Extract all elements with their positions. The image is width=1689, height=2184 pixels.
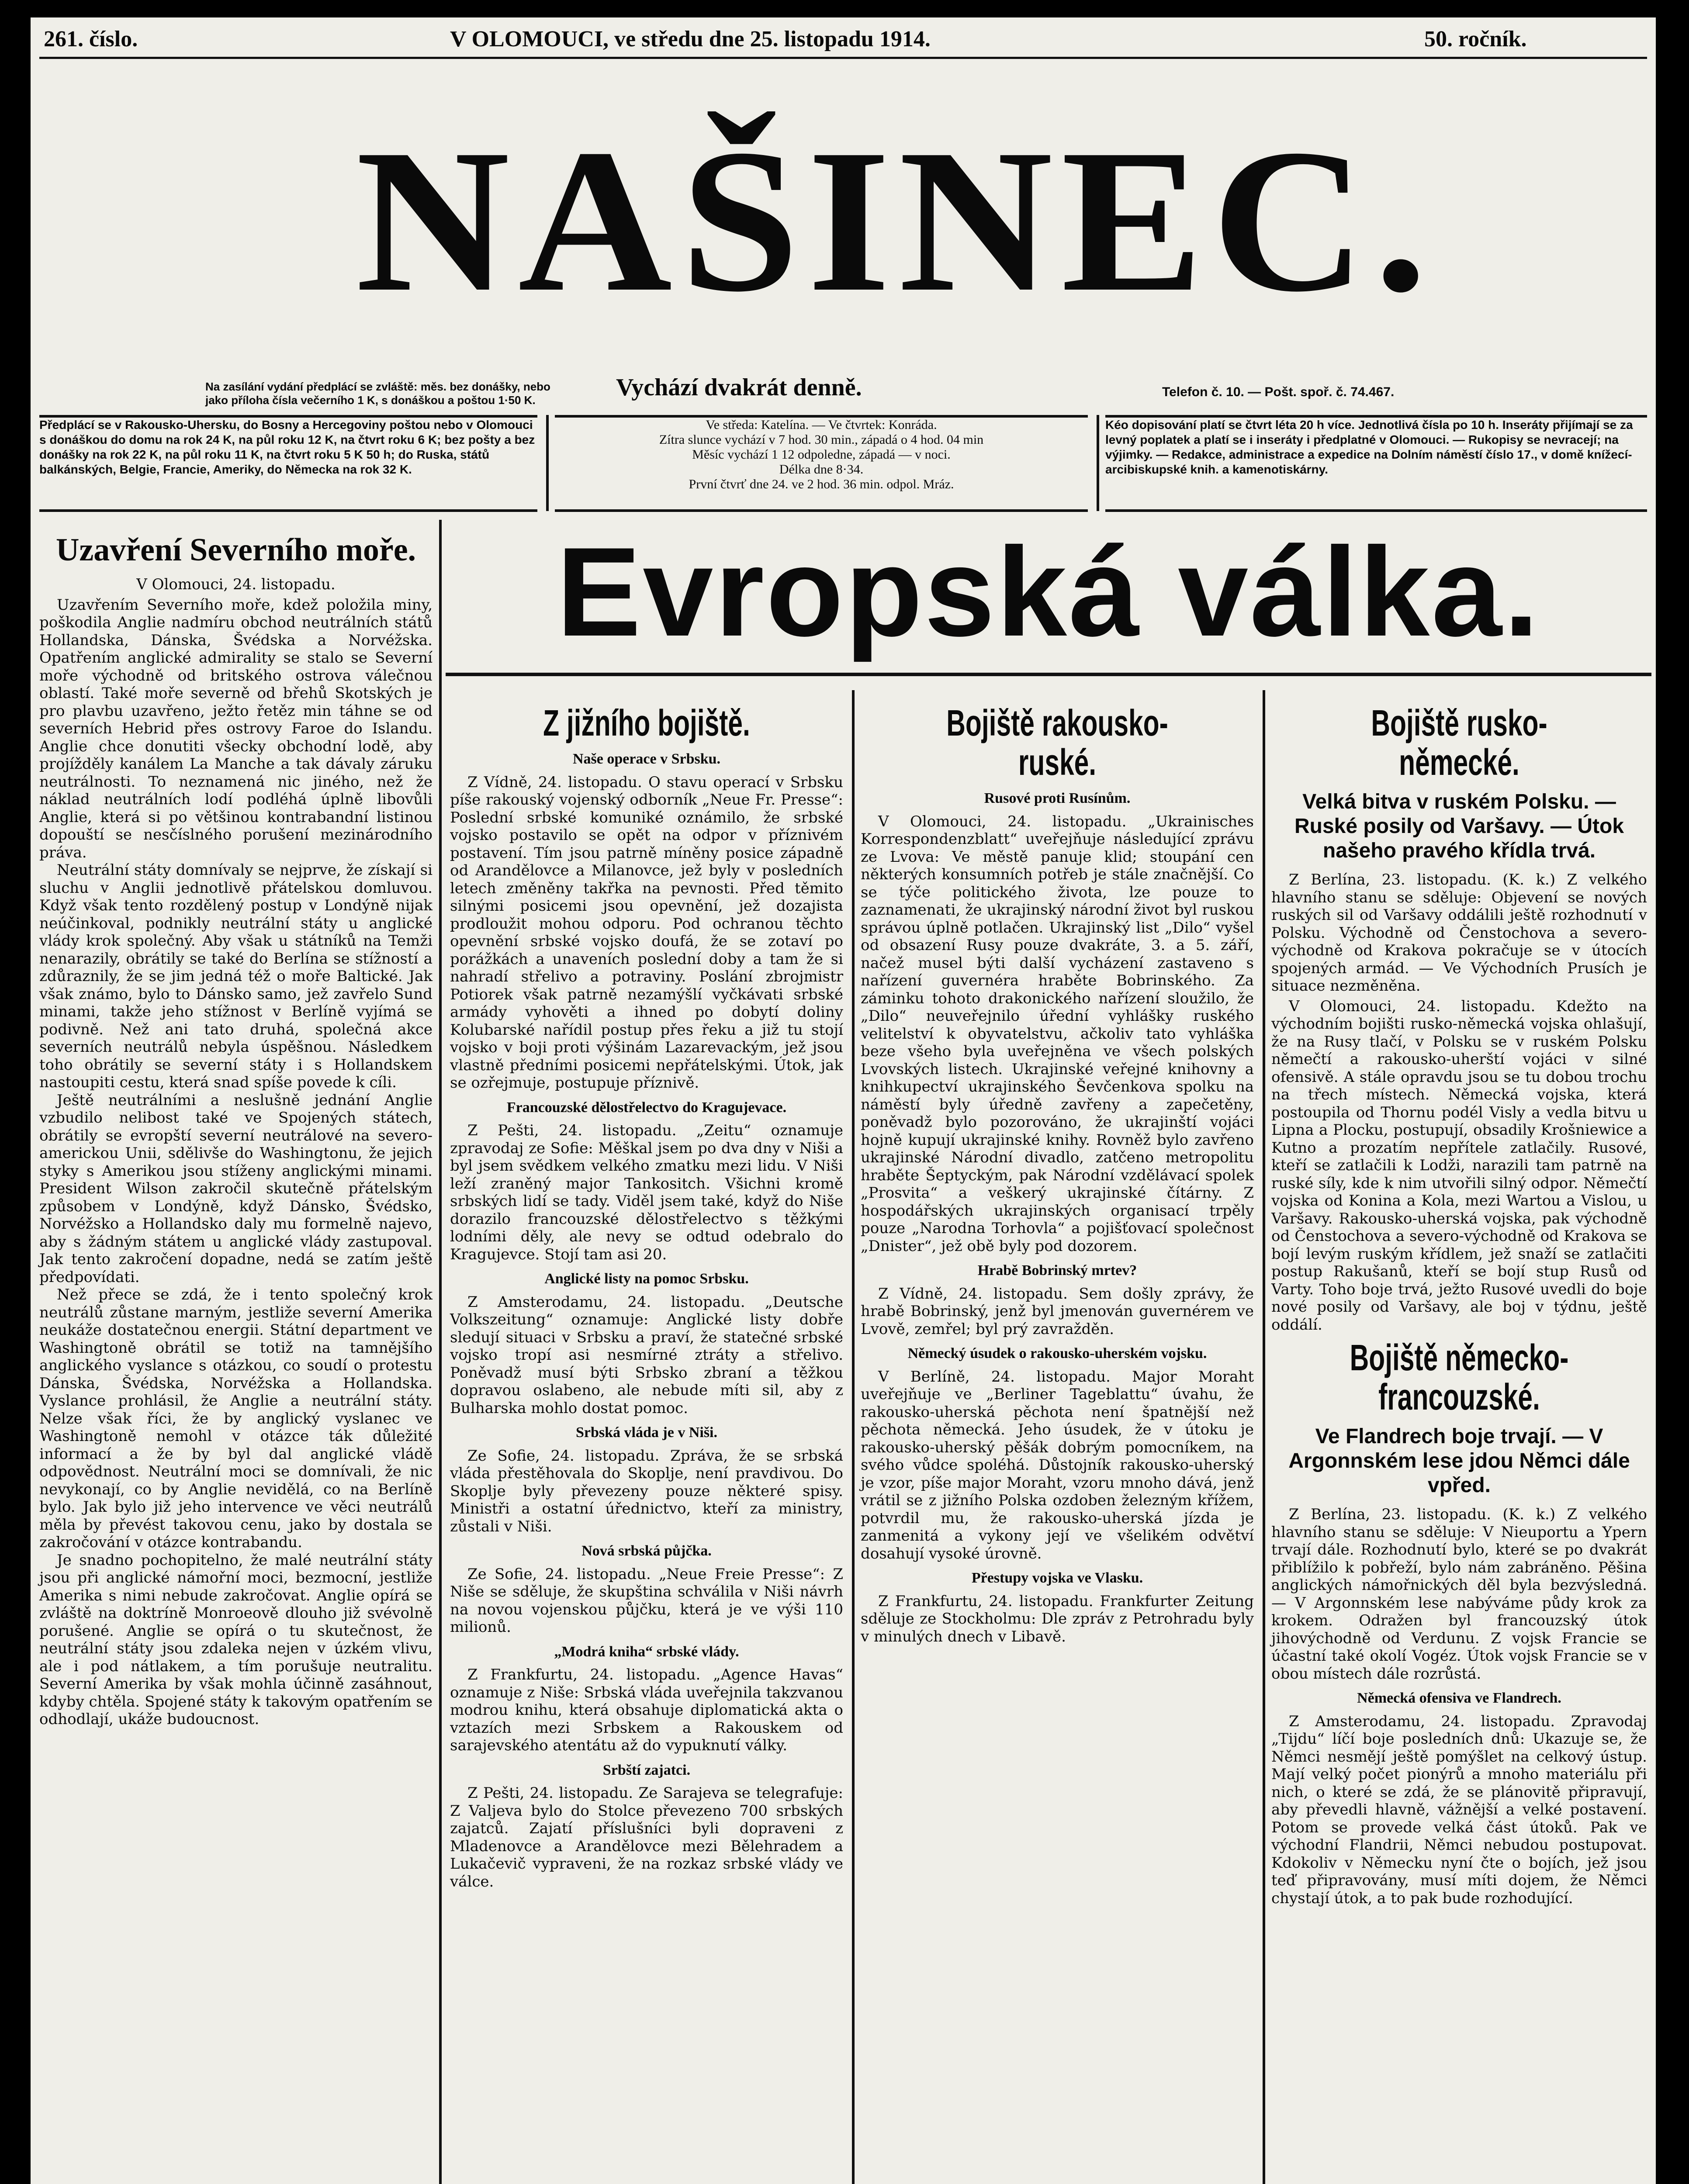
russian-front-column <box>861 699 1254 1648</box>
calendar-line: Měsíc vychází 1 12 odpoledne, západá — v noci. <box>692 447 951 462</box>
column-heading: Z jižního bojiště. <box>543 702 750 743</box>
section-text: V Olomouci, 24. listopadu. „Ukrainisches Korrespondenzblatt“ uveřejňuje následující zprávu ze Lvova: Ve městě panuje klid; stoupání cen některých konsumních potřeb je stále značnější. Co se týče politického života, lze pouze to zaznamenati, že ukrajinský národní život byl ruskou správou úplně potlačen. Ukrajinský list „Dilo“ vyšel od obsazení Rusy pouze dvakráte, 3. a 5. září, načež musel býti další vycházení zastaveno s nařízení guvernéra hraběte Bobrinského. Za záminku tohoto drakonického nařízení sloužilo, že „Dilo“ neuveřejnilo úřední vyhlášky ruského velitelství k obyvatelstvu, ačkoliv tato vyhláška beze všeho byla uveřejněna ve všech polských Lvovských listech. Ukrajinské veřejné knihovny a knihkupectví ukrajinského Ševčenkova spolku na náměstí byly úředně zavřeny a zapečetěny, poněvadž bylo pozorováno, že ukrajinští vojáci hojně kupují ukrajinské knihy. Rovněž bylo zavřeno ukrajinské Národní divadlo, zatčeno metropolitu hraběte Šeptyckým, pak Národní vzdělávací spolek „Prosvita“ a veškerý ukrajinské čítárny. Z hospodářských ukrajinských organisací trpěly pouze „Narodna Torhovla“ a pojišťovací společnost „Dnister“, jež obě byly pod dozorem. <box>861 812 1254 1255</box>
column-heading: Bojiště rusko-německé. <box>1371 702 1547 783</box>
article-paragraph: Neutrální státy domnívaly se nejprve, že získají si sluchu v Anglii jednotlivě přátelskou domluvou. Když však tento rozdělený postup v Londýně nijak neúčinkoval, podnikly neutrální státy u anglické vlády krok společný. Aby však u státníků na Temži nenarazily, obrátily se také do Berlína se stížností a zdůraznily, že se jim jedná též o moře Baltické. Jak však známo, bylo to Dánsko samo, jež zavřelo Sund minami, takže jeho stížnost v Berlíně vyjímá se podivně. Než ani tato druhá, společná akce severních neutrálů nebyla úspěšnou. Následkem toho obrátily se severní státy i s Hollandskem nastoupiti cestu, která snad spíše povede k cíli. <box>39 861 433 1091</box>
calendar-line: Ve středa: Katelína. — Ve čtvrtek: Konráda. <box>706 418 937 432</box>
south-front-column <box>450 699 843 1893</box>
section-subhead: Přestupy vojska ve Vlasku. <box>971 1570 1143 1586</box>
section-subhead: „Modrá kniha“ srbské vlády. <box>554 1643 739 1660</box>
calendar-box <box>555 415 1088 512</box>
section-subhead: Anglické listy na pomoc Srbsku. <box>544 1271 749 1287</box>
war-banner: Evropská válka. <box>556 521 1541 663</box>
left-article <box>39 520 433 1728</box>
section-subhead: Naše operace v Srbsku. <box>572 751 721 767</box>
masthead-left-note: Na zasílání vydání předplácí se zvláště: měs. bez donášky, nebo jako příloha čísla večerního 1 K, s donáškou a poštou 1·50 K. <box>205 380 550 407</box>
masthead-subtitle: Vychází dvakrát denně. <box>616 374 862 401</box>
date-line: V OLOMOUCI, ve středu dne 25. listopadu 1914. <box>450 27 931 52</box>
notice-box <box>1105 415 1647 512</box>
section-text: Z Frankfurtu, 24. listopadu. „Agence Havas“ oznamuje z Niše: Srbská vláda uveřejnila takzvanou modrou knihu, která obsahuje diplomatická akta o vztazích mezi Srbskem a Rakouskem od sarajevského atentátu až do vypuknutí války. <box>450 1666 843 1754</box>
article-paragraph: Ještě neutrálními a neslušně jednání Anglie vzbudilo nelibost také ve Spojených státech, obrátily se evropští severní neutrálové na severo-americkou Unii, sdělivše do Washingtonu, že jejich styky s Amerikou jsou stíženy anglickými minami. President Wilson zakročil skutečně přátelským způsobem v Londýně, když Dánsko, Švédsko, Norvéžsko a Hollandsko daly mu formelně najevo, aby s žádným státem u anglické vlády zastupoval. Jak tento zakročení dopadne, nedá se zatím ještě předpovídati. <box>39 1091 433 1286</box>
section-text: Z Pešti, 24. listopadu. „Zeitu“ oznamuje zpravodaj ze Sofie: Měškal jsem po dva dny v Niši a byl jsem svědkem velkého zmatku mezi lidu. V Niši leží zraněný major Tankositch. Všichni kromě srbských lidí se tady. Viděl jsem také, když do Niše dorazilo francouzské dělostřelectvo s těžkými lodními děly, ale nevy se odtud odebralo do Kragujevce. Stojí tam asi 20. <box>450 1122 843 1263</box>
article-paragraph: Uzavřením Severního moře, kdež položila miny, poškodila Anglie nadmíru obchod neutrálních států Hollandska, Dánska, Švédska a Norvéžska. Opatřením anglické admirality se stalo se Severní moře východně od britského ostrova válečnou oblastí. Také moře severně od břehů Skotských je pro plavbu uzavřeno, ježto řetěz min táhne se od severních Hebrid přes ostrovy Faroe do Islandu. Anglie chce donutiti všecky obchodní lodě, aby projížděly kanálem La Manche a tak dávaly záruku neutrálnosti. To neznamená nic jiného, než že náklad neutrálních lodí podléhá úplně libovůli Anglie, která si po většinou kontrabandní listinou dopouští se nesčíslného porušení mezinárodního práva. <box>39 596 433 861</box>
section-subhead: Srbští zajatci. <box>602 1762 691 1778</box>
newspaper-page <box>31 17 1656 2184</box>
column-heading: Bojiště německo-francouzské. <box>1350 1337 1569 1417</box>
calendar-line: Délka dne 8·34. <box>779 462 864 477</box>
section-text: Ze Sofie, 24. listopadu. Zpráva, že se srbská vláda přestěhovala do Skoplje, není pravdivou. Do Skoplje byly převezeny pouze některé spisy. Ministři a ostatní úřednictvo, kteří za ministry, zůstali v Niši. <box>450 1447 843 1535</box>
calendar-line: Zítra slunce vychází v 7 hod. 30 min., západá o 4 hod. 04 min <box>659 432 984 447</box>
section-text: Z Amsterodamu, 24. listopadu. „Deutsche Volkszeitung“ oznamuje: Anglické listy dobře sledují situaci v Srbsku a praví, že statečné srbské vojsko tropí asi nesmírné ztráty a střelivo. Poněvadž musí býti Srbsko zbraní a těžkou dopravou oslabeno, ale nebude míti sil, aby z Bulharska mohlo dostat pomoc. <box>450 1293 843 1417</box>
column-paragraph: Z Berlína, 23. listopadu. (K. k.) Z velkého hlavního stanu se sděluje: V Nieuportu a Ypern trvají dále. Rozhodnutí bylo, které se po dvakrát přiblížilo k pobřeží, bylo nám zabráněno. Pěšina anglických námořnických děl byla bezvýsledná. — V Argonnském lese nabýváme půdy krok za krokem. Odražen byl francouzský útok jihovýchodně od Verdunu. Z vojsk Francie se účastní také okolí Vogéz. Útok vojsk Francie se v obou místech dále rozrůstá. <box>1271 1506 1647 1683</box>
section-subhead: Nová srbská půjčka. <box>581 1543 712 1559</box>
section-text: Z Frankfurtu, 24. listopadu. Frankfurter Zeitung sděluje ze Stockholmu: Dle zpráv z Petrohradu byly v minulých dnech v Libavě. <box>861 1592 1254 1645</box>
masthead-right-note: Telefon č. 10. — Pošt. spoř. č. 74.467. <box>1162 385 1395 399</box>
section-subhead: Německý úsudek o rakousko-uherském vojsku. <box>907 1345 1207 1362</box>
article-title: Uzavření Severního moře. <box>55 532 416 568</box>
column-paragraph: V Olomouci, 24. listopadu. Kdežto na východním bojišti rusko-německá vojska ohlašují, že na Rusy tlačí, v Polsku se v ruském Polsku němečtí a rakousko-uherští vojáci v silné ofensivě. A stále opravdu jsou se tu dobou trochu na třech místech. Německá vojska, která postoupila od Thornu podél Visly a vedla bitvu u Lipna a Plocku, postupují, obsadily Krošniewice a Kutno a prozatím nepřítele zatlačily. Rusové, kteří se zatlačili k Lodži, narazili tam patrně na ruské síly, kde k nim utvořili silný odpor. Němečtí vojska od Konina a Kola, mezi Wartou a Vislou, u Varšavy. Rakousko-uherská vojska, pak východně od Čenstochova a severo-východně od Krakova se bojí levým ruským křídlem, jež snaží se zatlačiti postup Rakušanů, kteří se bojí stup Rusů od Varty. Toho boje trvá, ježto Rusové uvedli do boje nové posily od Varšavy, ale boj v týdnu, ještě oddálí. <box>1271 997 1647 1334</box>
banner-rule <box>446 673 1651 676</box>
article-dateline: V Olomouci, 24. listopadu. <box>136 576 336 593</box>
issue-number: 261. číslo. <box>44 27 138 52</box>
section-text: V Berlíně, 24. listopadu. Major Moraht uveřejňuje ve „Berliner Tageblattu“ úvahu, že rakousko-uherská pěchota není špatnější než pěchota německá. Jeho úsudek, že v útoku je rakousko-uherský pěšák dobrým pomocníkem, na svého vůdce spoléhá. Důstojník rakousko-uherský je vzor, píše major Moraht, vzoru mnoho dává, jenž vrátil se z jižního Polska ozdoben železným křížem, potvrdil mu, že rakousko-uherská jízda je zanmenitá a vykony její ve všelikém odvětví dosahují vysoké úrovně. <box>861 1368 1254 1562</box>
masthead-title: NAŠINEC. <box>355 107 1436 334</box>
column-divider <box>439 520 442 2184</box>
subscription-text: Předplácí se v Rakousko-Uhersku, do Bosny a Hercegoviny poštou nebo v Olomouci s donáškou do domu na rok 24 K, na půl roku 12 K, na čtvrt roku 6 K; bez pošty a bez donášky na rok 22 K, na půl roku 11 K, na čtvrt roku 5 K 50 h; do Ruska, států balkánských, Belgie, Francie, Ameriky, do Německa na rok 32 K. <box>39 418 535 476</box>
section-text: Z Pešti, 24. listopadu. Ze Sarajeva se telegrafuje: Z Valjeva bylo do Stolce převezeno 700 srbských zajatců. Zajatí příslušníci byli dopraveni z Mladenovce a Arandělovce mezi Bělehradem a Lukačevič vypraveni, že na rozkaz srbské vlády ve válce. <box>450 1784 843 1890</box>
box-divider <box>546 415 549 511</box>
column-paragraph: Z Berlína, 23. listopadu. (K. k.) Z velkého hlavního stanu se sděluje: Objevení se nových ruských sil od Varšavy oddálili ještě rozhodnutí v Polsku. Východně od Čenstochova a severo-východně od Krakova pokračuje se v útocích spojených armád. — Ve Východních Prusích je situace nezměněna. <box>1271 871 1647 995</box>
column-lead: Ve Flandrech boje trvají. — V Argonnském lese jdou Němci dále vpřed. <box>1288 1425 1630 1497</box>
column-paragraph: Z Amsterodamu, 24. listopadu. Zpravodaj „Tijdu“ líčí boje posledních dnů: Ukazuje se, že Němci nesmějí ještě pomýšlet na celkový ústup. Mají velký počet pionýrů a mnoho materiálu při nich, o které se zdá, že se plánovitě připravují, aby převedli hlavně, vážnější a velké postavení. Potom se provede velká část útoků. Pak ve východní Flandrii, Němci nebudou postupovat. Kdokoliv v Německu nyní čte o bojích, jež jsou teď připravovány, musí míti dojem, že Němci chystají útok, a to pak bude rozhodující. <box>1271 1712 1647 1907</box>
north-front-column <box>1271 699 1647 1910</box>
year-volume: 50. ročník. <box>1424 27 1527 52</box>
section-text: Ze Sofie, 24. listopadu. „Neue Freie Presse“: Z Niše se sděluje, že skupština schválila v Niši návrh na novou vojenskou půjčku, která je ve výši 110 milionů. <box>450 1565 843 1636</box>
section-subhead: Hrabě Bobrinský mrtev? <box>977 1262 1137 1279</box>
section-subhead: Srbská vláda je v Niši. <box>576 1424 717 1441</box>
column-heading: Bojiště rakousko-ruské. <box>946 702 1168 783</box>
section-subhead: Německá ofensiva ve Flandrech. <box>1357 1690 1561 1706</box>
column-divider <box>852 690 855 2184</box>
article-paragraph: Než přece se zdá, že i tento společný krok neutrálů zůstane marným, jestliže severní Amerika neukáže dostatečnou energii. Státní department ve Washingtoně obrátil se totiž na tamnějšího anglického vyslance s otázkou, co soudí o protestu Dánska, Švédska, Norvéžska a Hollandska. Vyslance prohlásil, že Anglie a neutrální státy. Nelze však říci, že by anglický vyslanec ve Washingtoně nemohl v otázce ták důležité informací a že by byl dal anglické vládě odpovědnost. Neutrální moci se domnívali, že nic nevykonají, co by Anglie nevidělá, co na Berlíně bylo. Jak bylo již jeho intervence ve věci neutrálů měla by převést takovou cenu, jako by dostala se zakročování v otázce kontrabandu. <box>39 1286 433 1551</box>
article-paragraph: Je snadno pochopitelno, že malé neutrální státy jsou při anglické námořní moci, bezmocní, jestliže Amerika s nimi nebude zakročovat. Anglie opírá se zvláště na doktríně Monroeově dlouho již svévolně porušené. Anglie se opírá o tu skutečnost, že neutrální státy jsou zdaleka nejen v úzkém vlivu, ale i pod nátlakem, a tím porušuje neutralitu. Severní Amerika by však mohla účinně zasáhnout, kdyby chtěla. Spojené státy k takovým opatřením se odhodlají, ukáže budoucnost. <box>39 1551 433 1728</box>
box-divider <box>1097 415 1099 511</box>
header-rule <box>39 57 1647 59</box>
notice-text: Kéo dopisování platí se čtvrt léta 20 h více. Jednotlivá čísla po 10 h. Inseráty přijímají se za levný poplatek a platí se i inseráty i předplatné v Olomouci. — Rukopisy se nevracejí; na výjimky. — Redakce, administrace a expedice na Dolním náměstí číslo 17., v domě knížecí-arcibiskupské knih. a kamenotiskárny. <box>1105 418 1633 476</box>
section-subhead: Rusové proti Rusínům. <box>984 790 1131 806</box>
section-text: Z Vídně, 24. listopadu. O stavu operací v Srbsku píše rakouský vojenský odborník „Neue Fr. Presse“: Poslední srbské komuniké oznámilo, že srbské vojsko postavilo se opět na odpor v příznivém postavení. Tím jsou patrně míněny posice západně od Arandělovce a Milanovce, jež byly v posledních letech změněny takřka na pevnosti. Před těmito silnými posicemi jsou opevnění, jež dozajista prodloužit mohou odporu. Pod ochranou těchto opevnění srbské vojsko doufá, že se zotaví po porážkách a unaveních poslední doby a tam že si nahradí střelivo a potraviny. Poslání zbrojmistr Potiorek však patrně nezamýšlí vyčkávati srbské armády vyhověti a ihned po dobytí doliny Kolubarské nařídil postup přes řeku a již tu stojí vojsko v boji proti výšinám Lazarevackým, jež jsou vlastně předními posicemi nepřátelskými. Útok, jak se ozřejmuje, postupuje příznivě. <box>450 773 843 1092</box>
calendar-line: První čtvrť dne 24. ve 2 hod. 36 min. odpol. Mráz. <box>689 477 954 491</box>
column-divider <box>1263 690 1265 2184</box>
section-subhead: Francouzské dělostřelectvo do Kragujevace. <box>506 1099 787 1116</box>
subscription-box <box>39 415 537 512</box>
column-lead: Velká bitva v ruském Polsku. — Ruské posily od Varšavy. — Útok našeho pravého křídla trvá. <box>1294 790 1624 862</box>
section-text: Z Vídně, 24. listopadu. Sem došly zprávy, že hrabě Bobrinský, jenž byl jmenován guvernérem ve Lvově, zemřel; byl prý zavražděn. <box>861 1285 1254 1338</box>
